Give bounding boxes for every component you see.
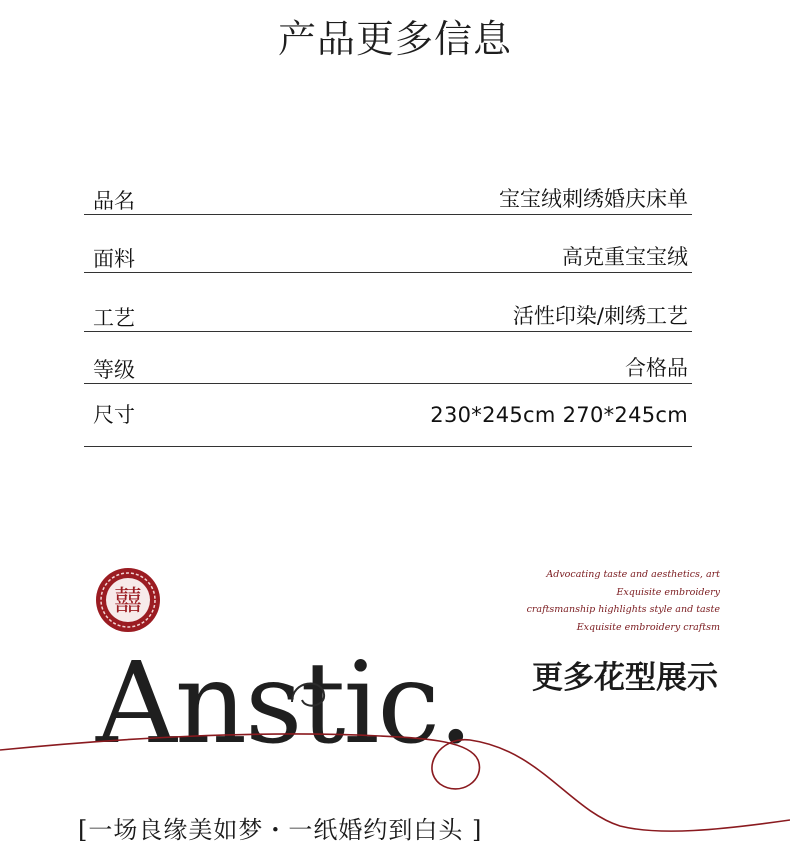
- brand-logo: Anstic.: [96, 639, 472, 769]
- spec-value: 宝宝绒刺绣婚庆床单: [499, 187, 688, 211]
- spec-label: 等级: [93, 358, 135, 382]
- tagline: Exquisite embroidery craftsm: [576, 621, 720, 633]
- spec-label: 面料: [93, 247, 135, 271]
- spec-value: 活性印染/刺绣工艺: [512, 304, 688, 328]
- spec-row-fabric: [84, 215, 692, 273]
- spec-label: 尺寸: [93, 403, 135, 427]
- spec-value: 230*245cm 270*245cm: [430, 403, 688, 427]
- tagline: Advocating taste and aesthetics, art: [546, 569, 720, 580]
- spec-row-craft: [84, 273, 692, 332]
- emblem-glyph: 囍: [113, 584, 143, 617]
- more-patterns-heading: 更多花型展示: [532, 660, 718, 696]
- spec-row-product-name: [84, 178, 692, 215]
- tagline: Exquisite embroidery: [616, 586, 720, 598]
- spec-value: 合格品: [625, 356, 688, 380]
- spec-row-size: [84, 384, 692, 447]
- slogan: [一场良缘美如梦・一纸婚约到白头 ]: [78, 816, 483, 844]
- spec-table: [84, 178, 692, 447]
- spec-value: 高克重宝宝绒: [562, 245, 688, 269]
- tagline: craftsmanship highlights style and taste: [526, 604, 720, 615]
- tagline-block: [527, 566, 720, 636]
- page-title: 产品更多信息: [277, 17, 512, 61]
- spec-row-grade: [84, 332, 692, 384]
- spec-label: 工艺: [93, 306, 135, 330]
- spec-label: 品名: [93, 189, 135, 213]
- double-happiness-icon: [94, 566, 162, 634]
